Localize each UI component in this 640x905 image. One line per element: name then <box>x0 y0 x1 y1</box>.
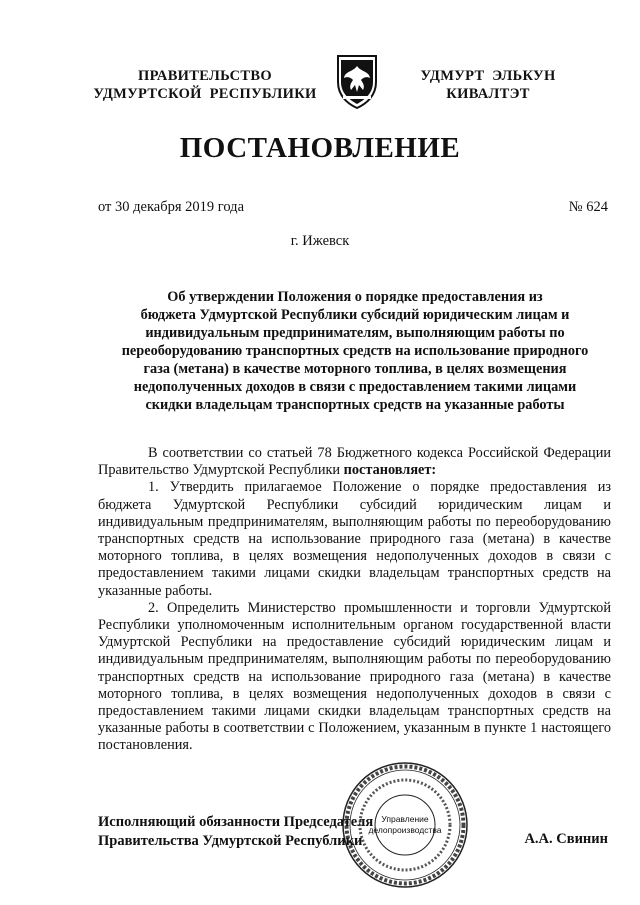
title-line: бюджета Удмуртской Республики субсидий юридическим лицам и <box>140 307 570 323</box>
title-line: индивидуальным предпринимателям, выполняющим работы по <box>145 325 565 341</box>
stamp-text-line-1: Управление <box>381 814 429 824</box>
document-number: № 624 <box>568 199 608 215</box>
body-paragraph-2: 2. Определить Министерство промышленности и торговли Удмуртской Республики уполномоченным исполнительным органом государственной власти Удмуртской Республики на предоставление субсидий юридическим лицам и индивидуальным предпринимателям, выполняющим работы по переоборудованию транспортных средств на использование природного газа (метана) в качестве моторного топлива, в целях возмещения недополученных доходов в связи с предоставлением такими лицами скидки владельцам транспортных средств на указанные работы в соответствии с Положением, указанным в пункте 1 настоящего постановления. <box>98 599 611 754</box>
document-date: от 30 декабря 2019 года <box>98 199 244 215</box>
signatory-position-line-2: Правительства Удмуртской Республики <box>98 833 363 849</box>
title-line: переоборудованию транспортных средств на использование природного <box>121 343 589 359</box>
body-paragraph-preamble <box>98 445 611 479</box>
document-city: г. Ижевск <box>290 233 350 249</box>
signatory-name: А.А. Свинин <box>524 831 608 847</box>
header-left-line-2: УДМУРТСКОЙ РЕСПУБЛИКИ <box>93 86 317 102</box>
title-line: скидки владельцам транспортных средств на указанные работы <box>145 397 565 413</box>
header-right-line-1: УДМУРТ ЭЛЬКУН <box>420 68 556 84</box>
title-line: недополученных доходов в связи с предоставлением такими лицами <box>133 379 577 395</box>
header-right <box>408 67 568 103</box>
signatory-position <box>98 813 373 851</box>
document-body <box>98 445 611 755</box>
header-left <box>80 67 330 103</box>
document-title <box>95 288 615 414</box>
preamble-text: В соответствии со статьей 78 Бюджетного кодекса Российской Федерации Правительство Удмуртской Республики <box>98 445 611 479</box>
coat-of-arms-icon <box>334 52 380 110</box>
title-line: газа (метана) в качестве моторного топлива, в целях возмещения <box>143 361 567 377</box>
title-line: Об утверждении Положения о порядке предоставления из <box>167 289 543 305</box>
stamp-text-line-2: делопроизводства <box>368 825 442 835</box>
body-paragraph-1: 1. Утвердить прилагаемое Положение о порядке предоставления из бюджета Удмуртской Республики субсидий юридическим лицам и индивидуальным предпринимателям, выполняющим работы по переоборудованию транспортных средств на использование природного газа (метана) в качестве моторного топлива, в целях возмещения недополученных доходов в связи с предоставлением такими лицами скидки владельцам транспортных средств на указанные работы. <box>98 479 611 599</box>
header-left-line-1: ПРАВИТЕЛЬСТВО <box>138 68 272 84</box>
document-type: ПОСТАНОВЛЕНИЕ <box>179 132 461 164</box>
preamble-resolves: постановляет: <box>343 462 437 479</box>
signatory-position-line-1: Исполняющий обязанности Председателя <box>98 814 374 830</box>
header-right-line-2: КИВАЛТЭТ <box>446 86 530 102</box>
